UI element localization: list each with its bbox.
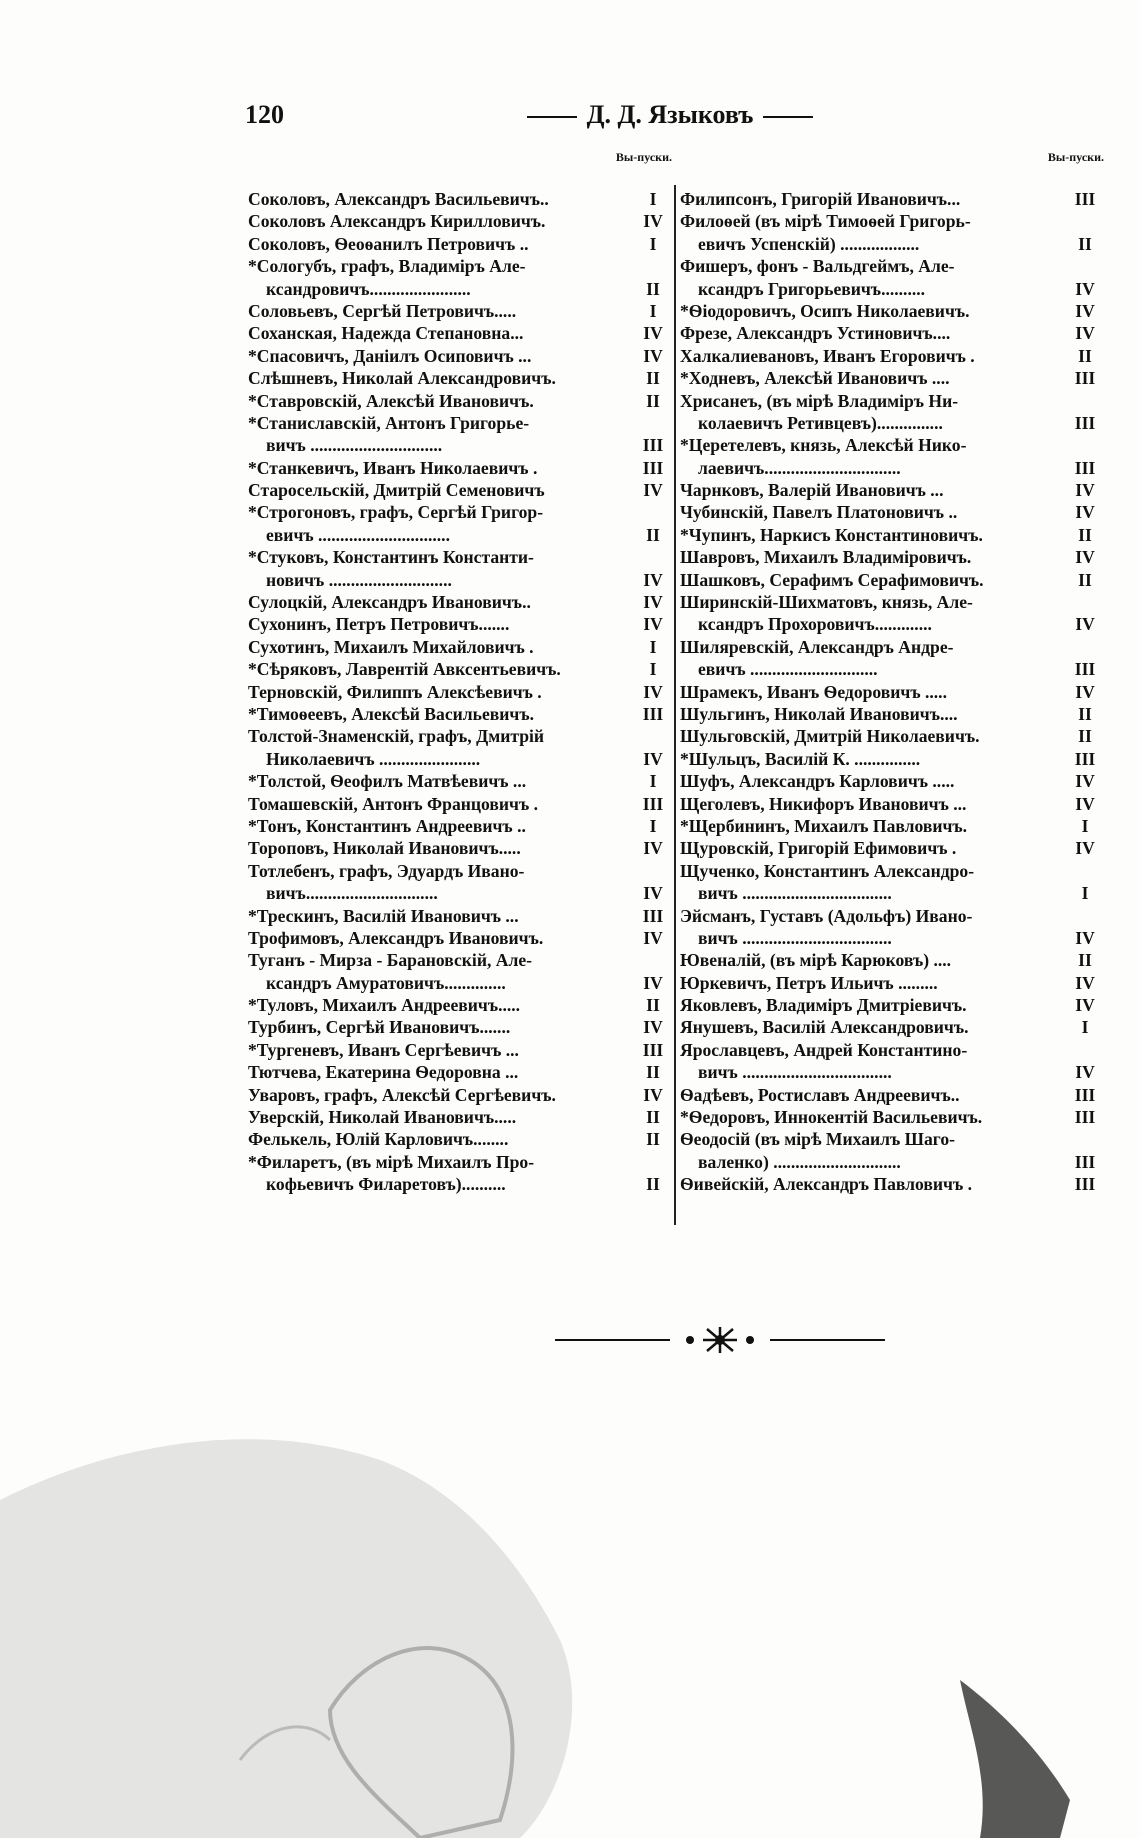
- entry-row: [248, 1173, 678, 1195]
- entry-row: [248, 412, 678, 434]
- entry-name: *Строгоновъ, графъ, Сергѣй Григор-: [248, 502, 544, 523]
- issue-number: IV: [643, 927, 663, 948]
- issue-number: III: [1074, 748, 1096, 769]
- entry-row: [680, 524, 1110, 546]
- issue-number: IV: [1075, 838, 1095, 859]
- entry-row: [248, 278, 678, 300]
- entry-name: колаевичъ Ретивцевъ)...............: [698, 412, 943, 433]
- entry-row: [680, 815, 1110, 837]
- entry-row: [248, 770, 678, 792]
- entry-row: [248, 457, 678, 479]
- issue-number: IV: [1075, 323, 1095, 344]
- issue-number: III: [1074, 368, 1096, 389]
- entry-name: *Филаретъ, (въ мірѣ Михаилъ Про-: [248, 1151, 535, 1172]
- entry-name: *Ходневъ, Алексѣй Ивановичъ ....: [680, 368, 950, 389]
- entry-row: [248, 210, 678, 232]
- entry-name: Шрамекъ, Иванъ Ѳедоровичъ .....: [680, 681, 947, 702]
- issue-number: IV: [643, 323, 663, 344]
- issue-number: II: [646, 1174, 660, 1195]
- ornament-divider: [555, 1325, 885, 1355]
- entry-name: Соловьевъ, Сергѣй Петровичъ.....: [248, 300, 517, 321]
- issue-number: I: [649, 771, 657, 792]
- entry-row: [248, 994, 678, 1016]
- entry-name: Фрезе, Александръ Устиновичъ....: [680, 323, 951, 344]
- issue-number: II: [1078, 703, 1092, 724]
- entry-name: Щеголевъ, Никифоръ Ивановичъ ...: [680, 793, 967, 814]
- paper-stain: [0, 1380, 1140, 1838]
- entry-row: [248, 972, 678, 994]
- issue-number: IV: [1075, 995, 1095, 1016]
- entry-name: *Сологубъ, графъ, Владиміръ Але-: [248, 256, 526, 277]
- entry-row: [248, 479, 678, 501]
- entry-row: [680, 1151, 1110, 1173]
- entry-name: лаевичъ...............................: [698, 457, 901, 478]
- issue-column-header: Вы-пуски.: [1047, 150, 1104, 164]
- issue-number: II: [646, 1129, 660, 1150]
- entry-row: [248, 905, 678, 927]
- entry-row: [248, 524, 678, 546]
- entry-row: [680, 210, 1110, 232]
- entry-row: [248, 591, 678, 613]
- right-column: [680, 150, 1110, 1196]
- entry-row: [248, 1151, 678, 1173]
- issue-number: III: [1074, 659, 1096, 680]
- entry-name: *Стуковъ, Константинъ Константи-: [248, 547, 534, 568]
- entry-row: [248, 1128, 678, 1150]
- entry-name: *Спасовичъ, Даніилъ Осиповичъ ...: [248, 345, 532, 366]
- entry-name: *Толстой, Ѳеофилъ Матвѣевичъ ...: [248, 771, 527, 792]
- entry-name: Филипсонъ, Григорій Ивановичъ...: [680, 189, 961, 209]
- entry-name: Сухотинъ, Михаилъ Михайловичъ .: [248, 636, 534, 657]
- entry-row: [680, 994, 1110, 1016]
- entry-name: Тороповъ, Николай Ивановичъ.....: [248, 838, 521, 859]
- entry-name: *Туловъ, Михаилъ Андреевичъ.....: [248, 995, 521, 1016]
- issue-number: IV: [643, 681, 663, 702]
- entry-row: [680, 345, 1110, 367]
- entry-row: [680, 770, 1110, 792]
- entry-row: [248, 748, 678, 770]
- entry-row: [680, 1128, 1110, 1150]
- entry-row: [680, 1061, 1110, 1083]
- issue-number: IV: [643, 345, 663, 366]
- entry-name: Старосельскій, Дмитрій Семеновичъ: [248, 480, 545, 501]
- issue-number: IV: [643, 569, 663, 590]
- issue-number: IV: [643, 1017, 663, 1038]
- entry-name: Чарнковъ, Валерій Ивановичъ ...: [680, 480, 944, 501]
- entry-name: *Ѳіодоровичъ, Осипъ Николаевичъ.: [680, 300, 970, 321]
- entry-row: [248, 815, 678, 837]
- issue-number: II: [646, 1107, 660, 1128]
- entry-row: [248, 927, 678, 949]
- left-column: [248, 150, 678, 1196]
- entry-name: Яковлевъ, Владиміръ Дмитріевичъ.: [680, 995, 967, 1016]
- entry-row: [248, 658, 678, 680]
- issue-number: III: [642, 1039, 664, 1060]
- issue-number: I: [649, 189, 657, 209]
- issue-number: II: [1078, 233, 1092, 254]
- issue-number: IV: [643, 838, 663, 859]
- issue-number: IV: [643, 748, 663, 769]
- entry-row: [248, 569, 678, 591]
- entry-row: [680, 591, 1110, 613]
- issue-number: I: [649, 659, 657, 680]
- page-number: 120: [245, 100, 284, 129]
- entry-row: [680, 255, 1110, 277]
- entry-name: Тютчева, Екатерина Ѳедоровна ...: [248, 1062, 519, 1083]
- entry-name: Шиляревскій, Александръ Андре-: [680, 636, 954, 657]
- entry-name: Эйсманъ, Густавъ (Адольфъ) Ивано-: [680, 905, 973, 926]
- issue-number: III: [642, 435, 664, 456]
- entry-name: Соханская, Надежда Степановна...: [248, 323, 524, 344]
- entry-name: Ярославцевъ, Андрей Константино-: [680, 1039, 968, 1060]
- issue-number: IV: [1075, 927, 1095, 948]
- entry-name: Соколовъ, Александръ Васильевичъ..: [248, 189, 549, 209]
- issue-number: II: [646, 368, 660, 389]
- entry-name: *Тургеневъ, Иванъ Сергѣевичъ ...: [248, 1039, 519, 1060]
- issue-number: II: [1078, 524, 1092, 545]
- entry-row: [248, 636, 678, 658]
- issue-number: III: [1074, 1084, 1096, 1105]
- entry-name: *Трескинъ, Василій Ивановичъ ...: [248, 905, 519, 926]
- entry-row: [248, 188, 678, 210]
- issue-number: IV: [1075, 972, 1095, 993]
- issue-number: IV: [1075, 300, 1095, 321]
- entry-row: [680, 658, 1110, 680]
- entry-name: *Станиславскій, Антонъ Григорье-: [248, 412, 530, 433]
- issue-number: I: [649, 636, 657, 657]
- entry-name: *Ставровскій, Алексѣй Ивановичъ.: [248, 390, 534, 411]
- entry-name: Соколовъ, Ѳеоѳанилъ Петровичъ ..: [248, 233, 529, 254]
- entry-name: евичъ Успенскій) ..................: [698, 233, 920, 254]
- entry-row: [680, 949, 1110, 971]
- entry-name: Томашевскій, Антонъ Францовичъ .: [248, 793, 538, 814]
- issue-column-header: Вы-пуски.: [615, 150, 672, 164]
- entry-row: [680, 1084, 1110, 1106]
- entry-row: [248, 725, 678, 747]
- entry-row: [680, 748, 1110, 770]
- running-title-text: Д. Д. Языковъ: [586, 100, 754, 129]
- entry-row: [680, 882, 1110, 904]
- entry-name: Щуровскій, Григорій Ефимовичъ .: [680, 838, 957, 859]
- entry-row: [248, 1016, 678, 1038]
- issue-number: III: [642, 703, 664, 724]
- entry-row: [680, 501, 1110, 523]
- entry-row: [248, 949, 678, 971]
- issue-number: II: [646, 1062, 660, 1083]
- issue-number: III: [1074, 189, 1096, 209]
- entry-name: Соколовъ Александръ Кирилловичъ.: [248, 211, 546, 232]
- entry-name: евичъ .............................: [698, 659, 878, 680]
- entry-name: Чубинскій, Павелъ Платоновичъ ..: [680, 502, 958, 523]
- entry-name: Ширинскій-Шихматовъ, князь, Але-: [680, 592, 973, 613]
- entry-name: Янушевъ, Василій Александровичъ.: [680, 1017, 969, 1038]
- entry-name: *Станкевичъ, Иванъ Николаевичъ .: [248, 457, 538, 478]
- issue-number: III: [1074, 1107, 1096, 1128]
- entry-row: [248, 1039, 678, 1061]
- entry-name: Шульговскій, Дмитрій Николаевичъ.: [680, 726, 980, 747]
- entry-row: [680, 681, 1110, 703]
- entry-name: Шульгинъ, Николай Ивановичъ....: [680, 703, 958, 724]
- entry-row: [680, 837, 1110, 859]
- entry-row: [680, 233, 1110, 255]
- entry-name: *Церетелевъ, князь, Алексѣй Нико-: [680, 435, 967, 456]
- entry-row: [248, 233, 678, 255]
- entry-name: Шашковъ, Серафимъ Серафимовичъ.: [680, 569, 984, 590]
- entry-name: Уваровъ, графъ, Алексѣй Сергѣевичъ.: [248, 1084, 556, 1105]
- entry-row: [248, 613, 678, 635]
- entry-row: [248, 322, 678, 344]
- issue-number: IV: [1075, 614, 1095, 635]
- entry-name: вичъ ..................................: [698, 883, 892, 904]
- issue-number: I: [1081, 815, 1089, 836]
- entry-row: [680, 1016, 1110, 1038]
- entry-row: [248, 390, 678, 412]
- entry-name: вичъ ..............................: [266, 435, 443, 456]
- issue-number: I: [649, 233, 657, 254]
- entry-row: [248, 345, 678, 367]
- entry-name: Тотлебенъ, графъ, Эдуардъ Ивано-: [248, 860, 525, 881]
- entry-row: [248, 1061, 678, 1083]
- issue-number: I: [1081, 1017, 1089, 1038]
- entry-name: Хрисанеъ, (въ мірѣ Владиміръ Ни-: [680, 390, 959, 411]
- entry-row: [680, 1039, 1110, 1061]
- issue-number: IV: [643, 614, 663, 635]
- issue-number: II: [646, 390, 660, 411]
- entry-name: *Чупинъ, Наркисъ Константиновичъ.: [680, 524, 983, 545]
- issue-number: IV: [1075, 681, 1095, 702]
- running-title: [480, 100, 860, 130]
- issue-number: IV: [1075, 480, 1095, 501]
- issue-number: IV: [1075, 278, 1095, 299]
- entry-row: [680, 300, 1110, 322]
- entry-name: Туганъ - Мирза - Барановскій, Але-: [248, 950, 532, 971]
- entry-name: ксандровичъ.......................: [266, 278, 471, 299]
- entry-row: [680, 322, 1110, 344]
- entry-name: Сухонинъ, Петръ Петровичъ.......: [248, 614, 510, 635]
- entry-name: Халкалиевановъ, Иванъ Егоровичъ .: [680, 345, 975, 366]
- issue-number: IV: [643, 211, 663, 232]
- entry-name: Слѣшневъ, Николай Александровичъ.: [248, 368, 556, 389]
- entry-name: Николаевичъ .......................: [266, 748, 481, 769]
- issue-number: II: [646, 995, 660, 1016]
- entry-row: [248, 793, 678, 815]
- entry-row: [248, 703, 678, 725]
- entry-name: Уверскій, Николай Ивановичъ.....: [248, 1107, 517, 1128]
- entry-row: [680, 613, 1110, 635]
- entry-name: новичъ ............................: [266, 569, 452, 590]
- issue-number: IV: [643, 972, 663, 993]
- entry-row: [248, 367, 678, 389]
- issue-number: IV: [1075, 547, 1095, 568]
- issue-number: III: [1074, 412, 1096, 433]
- entry-row: [248, 681, 678, 703]
- entry-name: вичъ ..................................: [698, 1062, 892, 1083]
- issue-number: III: [1074, 1174, 1096, 1195]
- issue-number: III: [1074, 457, 1096, 478]
- issue-number: I: [649, 815, 657, 836]
- entry-row: [248, 882, 678, 904]
- entry-row: [680, 703, 1110, 725]
- issue-number: IV: [643, 480, 663, 501]
- entry-name: Филоѳей (въ мірѣ Тимоѳей Григорь-: [680, 211, 971, 232]
- issue-number: IV: [1075, 1062, 1095, 1083]
- entry-row: [680, 278, 1110, 300]
- entry-name: Шавровъ, Михаилъ Владиміровичъ.: [680, 547, 972, 568]
- entry-row: [680, 569, 1110, 591]
- issue-number: IV: [1075, 793, 1095, 814]
- entry-row: [248, 837, 678, 859]
- entry-row: [680, 457, 1110, 479]
- issue-number: III: [1074, 1151, 1096, 1172]
- entry-row: [680, 188, 1110, 210]
- issue-number: II: [1078, 950, 1092, 971]
- column-divider: [674, 185, 676, 1225]
- entry-name: Терновскій, Филиппъ Алексѣевичъ .: [248, 681, 542, 702]
- entry-row: [680, 434, 1110, 456]
- entry-row: [680, 479, 1110, 501]
- entry-name: ксандръ Прохоровичъ.............: [698, 614, 932, 635]
- entry-name: вичъ ..................................: [698, 927, 892, 948]
- issue-number: I: [649, 300, 657, 321]
- entry-name: Ювеналій, (въ мірѣ Карюковъ) ....: [680, 950, 952, 971]
- entry-row: [248, 501, 678, 523]
- issue-number: II: [1078, 569, 1092, 590]
- entry-row: [248, 546, 678, 568]
- entry-row: [248, 300, 678, 322]
- entry-name: Юркевичъ, Петръ Ильичъ .........: [680, 972, 938, 993]
- entry-row: [680, 972, 1110, 994]
- entry-row: [680, 390, 1110, 412]
- entry-name: Турбинъ, Сергѣй Ивановичъ.......: [248, 1017, 511, 1038]
- entry-row: [680, 905, 1110, 927]
- entry-row: [680, 1106, 1110, 1128]
- entry-name: Фелькель, Юлій Карловичъ........: [248, 1129, 509, 1150]
- issue-number: III: [642, 793, 664, 814]
- page-header: [240, 100, 1100, 140]
- entry-name: Ѳеодосій (въ мірѣ Михаилъ Шаго-: [680, 1129, 955, 1150]
- entry-name: ксандръ Амуратовичъ..............: [266, 972, 506, 993]
- issue-number: II: [1078, 726, 1092, 747]
- issue-number: IV: [643, 592, 663, 613]
- entry-name: ксандръ Григорьевичъ..........: [698, 278, 926, 299]
- entry-name: *Шульцъ, Василій К. ...............: [680, 748, 921, 769]
- issue-number: II: [1078, 345, 1092, 366]
- entry-name: Ѳадѣевъ, Ростиславъ Андреевичъ..: [680, 1084, 960, 1105]
- issue-number: III: [642, 905, 664, 926]
- entry-row: [248, 860, 678, 882]
- entry-name: Ѳивейскій, Александръ Павловичъ .: [680, 1174, 973, 1195]
- entry-name: Сулоцкій, Александръ Ивановичъ..: [248, 592, 531, 613]
- entry-name: Шуфъ, Александръ Карловичъ .....: [680, 771, 955, 792]
- entry-row: [680, 927, 1110, 949]
- entry-row: [680, 860, 1110, 882]
- issue-number: II: [646, 278, 660, 299]
- entry-name: Щученко, Константинъ Александро-: [680, 860, 975, 881]
- entry-name: евичъ ..............................: [266, 524, 450, 545]
- entry-name: *Щербининъ, Михаилъ Павловичъ.: [680, 815, 968, 836]
- entry-row: [680, 546, 1110, 568]
- entry-name: вичъ..............................: [266, 883, 438, 904]
- entry-name: Фишеръ, фонъ - Вальдгеймъ, Але-: [680, 256, 955, 277]
- entry-name: *Сѣряковъ, Лаврентій Авксентьевичъ.: [248, 659, 561, 680]
- entry-name: Толстой-Знаменскій, графъ, Дмитрій: [248, 726, 545, 747]
- entry-row: [680, 793, 1110, 815]
- issue-number: I: [1081, 883, 1089, 904]
- entry-name: *Тимоѳеевъ, Алексѣй Васильевичъ.: [248, 703, 534, 724]
- entry-name: кофьевичъ Филаретовъ)..........: [266, 1174, 506, 1195]
- issue-number: III: [642, 457, 664, 478]
- entry-name: *Тонъ, Константинъ Андреевичъ ..: [248, 815, 526, 836]
- issue-number: IV: [643, 1084, 663, 1105]
- entry-row: [680, 412, 1110, 434]
- issue-number: IV: [643, 883, 663, 904]
- issue-number: IV: [1075, 771, 1095, 792]
- entry-row: [248, 255, 678, 277]
- entry-name: валенко) .............................: [698, 1151, 901, 1172]
- entry-name: Трофимовъ, Александръ Ивановичъ.: [248, 927, 544, 948]
- issue-number: IV: [1075, 502, 1095, 523]
- entry-row: [680, 636, 1110, 658]
- entry-row: [680, 1173, 1110, 1195]
- entry-name: *Ѳедоровъ, Иннокентій Васильевичъ.: [680, 1107, 983, 1128]
- entry-row: [248, 1084, 678, 1106]
- issue-number: II: [646, 524, 660, 545]
- entry-row: [680, 725, 1110, 747]
- entry-row: [248, 434, 678, 456]
- entry-row: [248, 1106, 678, 1128]
- entry-row: [680, 367, 1110, 389]
